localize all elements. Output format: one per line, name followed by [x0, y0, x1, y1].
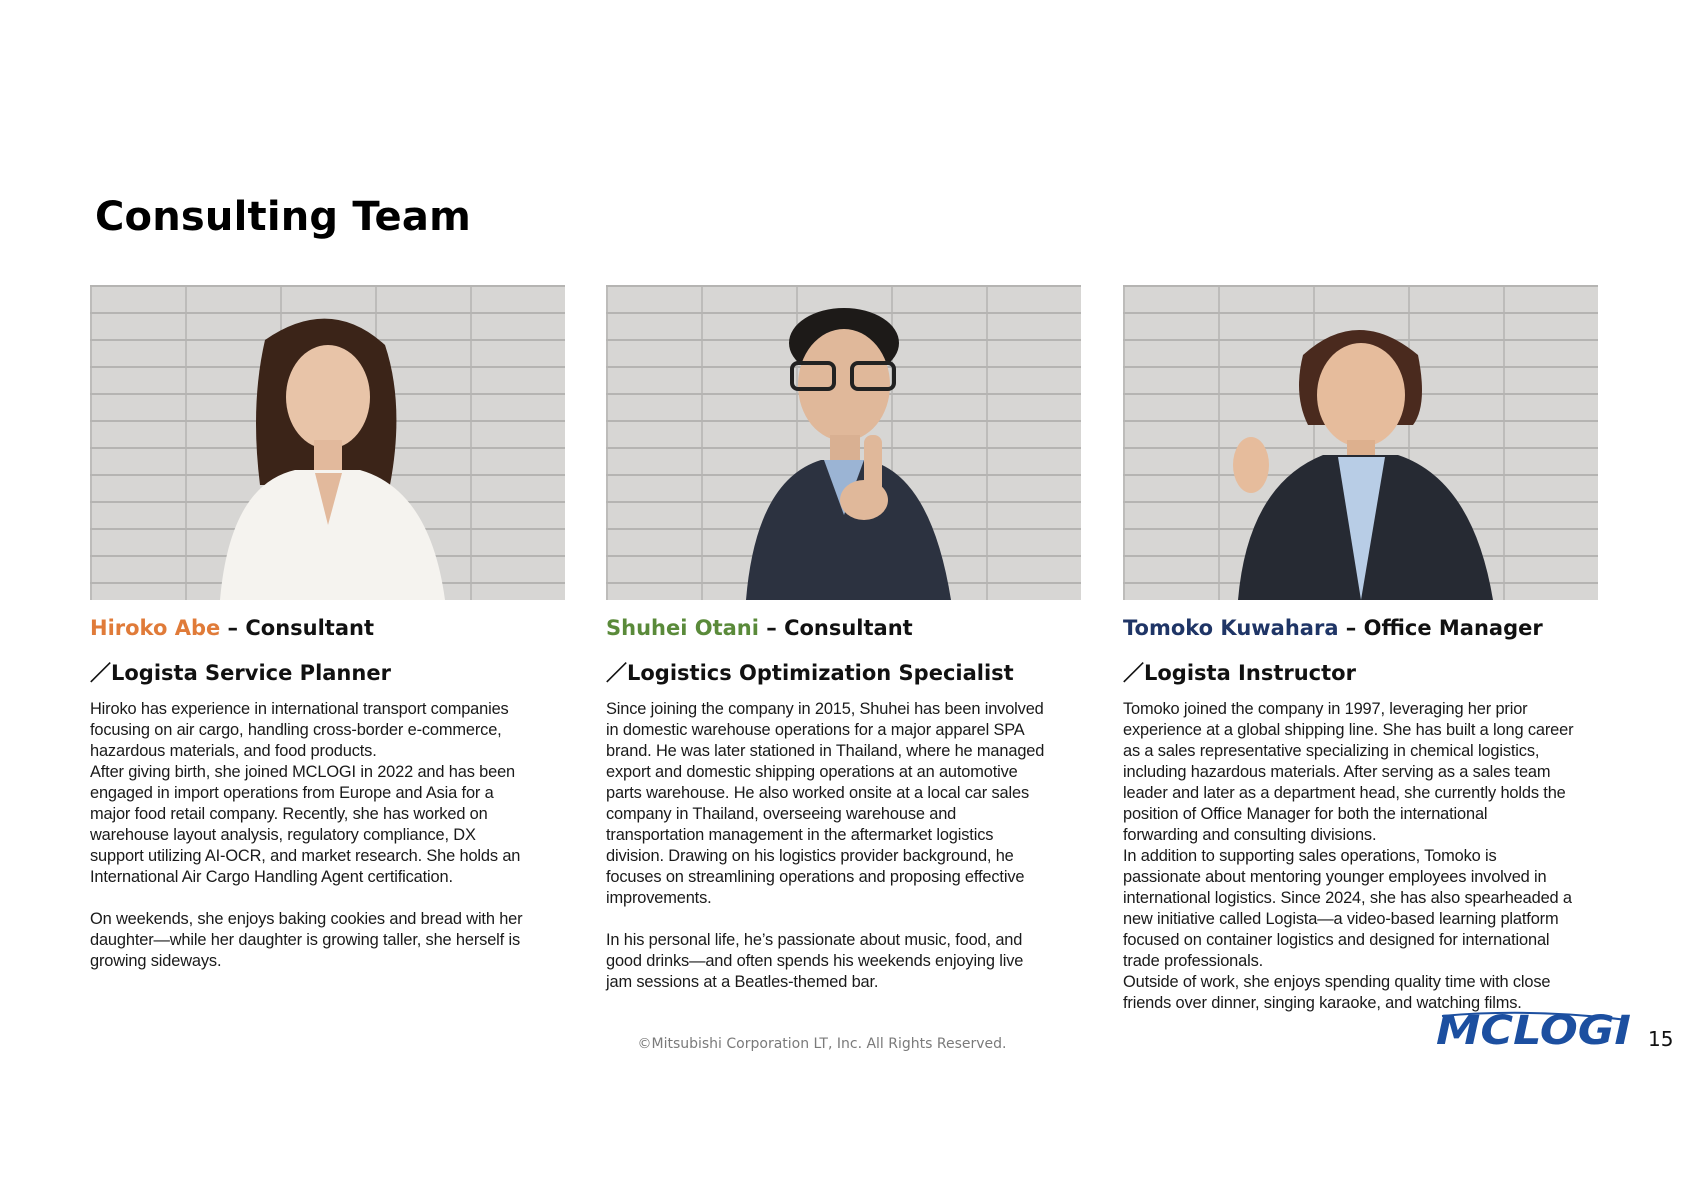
member-title: Office Manager	[1363, 616, 1543, 640]
member-name: Hiroko Abe	[90, 616, 221, 640]
mclogi-logo	[1432, 1010, 1637, 1050]
name-separator: –	[220, 616, 246, 640]
page-number: 15	[1648, 1027, 1674, 1051]
member-bio: Hiroko has experience in international transport companies focusing on air cargo, handling cross-border e-commerce, hazardous materials, and food products. After giving birth, she joined MCLOGI in 2022 and has been engaged in import operations from Europe and Asia for a major food retail company. Recently, she has worked on warehouse layout analysis, regulatory compliance, DX support utilizing AI-OCR, and market research. She holds an International Air Cargo Handling Agent certification. On weekends, she enjoys baking cookies and bread with her daughter—while her daughter is growing taller, she herself is growing sideways.	[90, 700, 523, 970]
team-member-card-tomoko-kuwahara	[1123, 285, 1638, 1014]
copyright-text: ©Mitsubishi Corporation LT, Inc. All Rights Reserved.	[637, 1036, 1007, 1052]
member-name: Tomoko Kuwahara	[1123, 616, 1339, 640]
page-title: Consulting Team	[95, 194, 471, 240]
portrait-photo-icon	[606, 285, 1081, 600]
member-role: ／Logista Service Planner	[90, 661, 391, 685]
portrait-photo-tomoko-kuwahara	[1123, 285, 1598, 600]
member-name: Shuhei Otani	[606, 616, 759, 640]
member-title: Consultant	[245, 616, 374, 640]
portrait-photo-icon	[1123, 285, 1598, 600]
name-separator: –	[1338, 616, 1364, 640]
member-role: ／Logistics Optimization Specialist	[606, 661, 1014, 685]
portrait-photo-icon	[90, 285, 565, 600]
member-bio: Tomoko joined the company in 1997, leveraging her prior experience at a global shipping line. She has built a long career as a sales representative specializing in chemical logistics, including hazardous materials. After serving as a sales team leader and later as a department head, she currently holds the position of Office Manager for both the international forwarding and consulting divisions. In addition to supporting sales operations, Tomoko is passionate about mentoring younger employees involved in international logistics. Since 2024, she has also spearheaded a new initiative called Logista—a video-based learning platform focused on container logistics and designed for international trade professionals. Outside of work, she enjoys spending quality time with close friends over dinner, singing karaoke, and watching films.	[1123, 700, 1574, 1012]
member-name-line	[1123, 616, 1638, 640]
member-role: ／Logista Instructor	[1123, 661, 1356, 685]
team-member-card-hiroko-abe	[90, 285, 605, 972]
logo-text: MCLOGI	[1436, 1010, 1632, 1050]
name-separator: –	[758, 616, 785, 640]
member-name-line	[90, 616, 605, 640]
portrait-photo-hiroko-abe	[90, 285, 565, 600]
portrait-photo-shuhei-otani	[606, 285, 1081, 600]
member-title: Consultant	[784, 616, 913, 640]
member-name-line	[606, 616, 1121, 640]
team-member-card-shuhei-otani	[606, 285, 1121, 993]
member-bio: Since joining the company in 2015, Shuhei has been involved in domestic warehouse operations for a major apparel SPA brand. He was later stationed in Thailand, where he managed export and domestic shipping operations at an automotive parts warehouse. He also worked onsite at a local car sales company in Thailand, overseeing warehouse and transportation management in the aftermarket logistics division. Drawing on his logistics provider background, he focuses on streamlining operations and proposing effective improvements. In his personal life, he’s passionate about music, food, and good drinks—and often spends his weekends enjoying live jam sessions at a Beatles-themed bar.	[606, 700, 1045, 991]
